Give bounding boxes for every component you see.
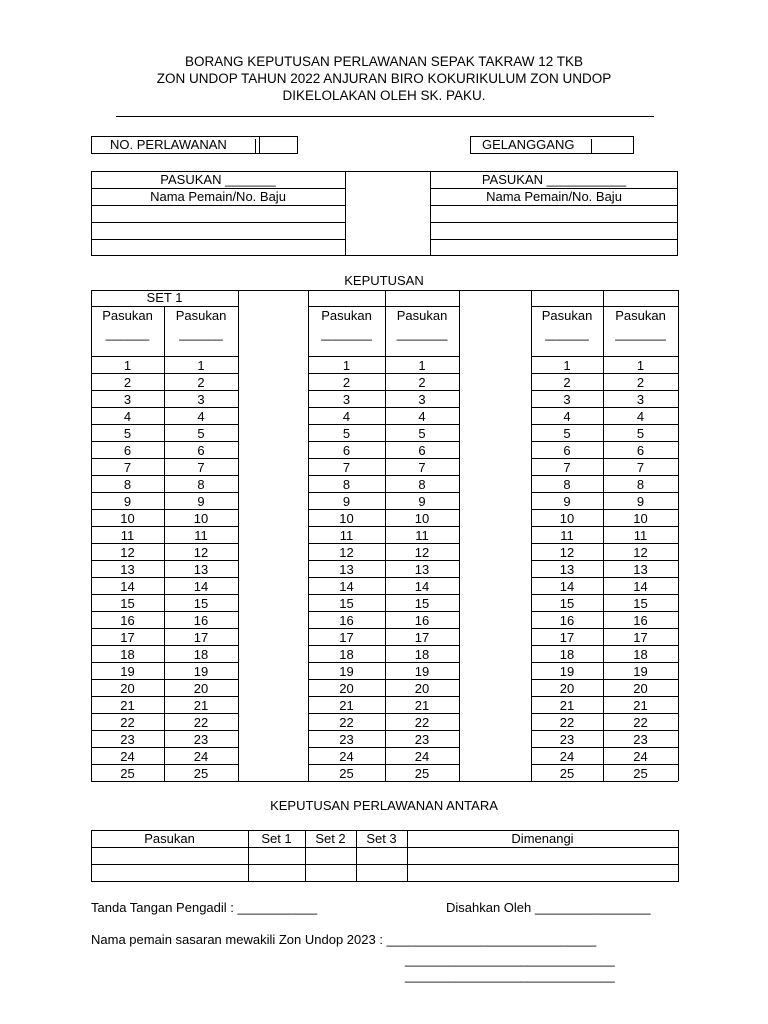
set-2-team-name-field[interactable]: _______ [321, 326, 372, 341]
set-1-point-cell[interactable]: 25 [120, 766, 135, 781]
set-2-team-name-field[interactable]: _______ [396, 326, 448, 341]
set-1-point-cell[interactable]: 18 [120, 647, 135, 662]
set-3-point-cell[interactable]: 19 [559, 664, 575, 679]
summary-cell[interactable] [249, 848, 305, 864]
set-2-point-cell[interactable]: 16 [414, 613, 430, 628]
set-1-point-cell[interactable]: 18 [193, 647, 209, 662]
players-field-2[interactable]: _____________________________ [405, 952, 615, 967]
set-1-point-cell[interactable]: 1 [197, 358, 205, 373]
set-1-point-cell[interactable]: 2 [123, 375, 132, 390]
set-3-point-cell[interactable]: 20 [633, 681, 648, 696]
summary-cell[interactable] [92, 848, 248, 864]
set-1-point-cell[interactable]: 16 [193, 613, 209, 628]
set-2-point-cell[interactable]: 20 [339, 681, 354, 696]
set-1-point-cell[interactable]: 1 [123, 358, 132, 373]
set-3-point-cell[interactable]: 9 [563, 494, 571, 509]
set-1-team-name-field[interactable]: ______ [105, 326, 150, 341]
set-1-team-header: Pasukan [102, 308, 153, 323]
set-1-point-cell[interactable]: 7 [123, 460, 132, 475]
set-1-point-cell[interactable]: 23 [120, 732, 135, 747]
approved-row [446, 900, 651, 915]
set-3-team-name-field[interactable]: _______ [615, 326, 666, 341]
set-1-point-cell[interactable]: 3 [123, 392, 132, 407]
set-3-point-cell[interactable]: 6 [563, 443, 571, 458]
set-1-point-cell[interactable]: 14 [120, 579, 135, 594]
set-3-point-cell[interactable]: 2 [563, 375, 571, 390]
set-2-point-cell[interactable]: 9 [342, 494, 351, 509]
set-2-point-cell[interactable]: 9 [418, 494, 426, 509]
set-2-point-cell[interactable]: 6 [418, 443, 426, 458]
set-2-point-cell[interactable]: 15 [414, 596, 430, 611]
set-1-point-cell[interactable]: 12 [193, 545, 209, 560]
set-3-team-name-field[interactable]: ______ [545, 326, 589, 341]
score-top-line [308, 290, 385, 291]
score-header-line [308, 306, 459, 307]
result-title: KEPUTUSAN [344, 273, 424, 288]
set-2-point-cell[interactable]: 21 [414, 698, 430, 713]
set-2-point-cell[interactable]: 4 [342, 409, 351, 424]
set-1-point-cell[interactable]: 15 [120, 596, 135, 611]
set-3-point-cell[interactable]: 16 [559, 613, 575, 628]
set-3-point-cell[interactable]: 21 [559, 698, 575, 713]
set-1-point-cell[interactable]: 11 [194, 528, 208, 543]
set-3-point-cell[interactable]: 4 [563, 409, 571, 424]
set-2-point-cell[interactable]: 14 [414, 579, 430, 594]
set-2-point-cell[interactable]: 25 [414, 766, 430, 781]
set-1-point-cell[interactable]: 21 [193, 698, 209, 713]
set-1-point-cell[interactable]: 20 [193, 681, 209, 696]
set-3-point-cell[interactable]: 8 [563, 477, 571, 492]
set-1-point-cell[interactable]: 23 [193, 732, 209, 747]
set-1-point-cell[interactable]: 5 [197, 426, 205, 441]
set-2-point-cell[interactable]: 5 [418, 426, 426, 441]
set-2-point-cell[interactable]: 13 [414, 562, 430, 577]
set-3-point-cell[interactable]: 3 [563, 392, 571, 407]
set-3-point-cell[interactable]: 4 [636, 409, 645, 424]
set-2-point-cell[interactable]: 2 [418, 375, 426, 390]
set-2-point-cell[interactable]: 1 [342, 358, 351, 373]
set-1-point-cell[interactable]: 22 [193, 715, 209, 730]
players-label: Nama pemain sasaran mewakili Zon Undop 2023 : [91, 932, 383, 947]
set-2-point-cell[interactable]: 23 [414, 732, 430, 747]
set-1-point-cell[interactable]: 13 [120, 562, 135, 577]
header-divider [116, 116, 654, 117]
set-2-point-cell[interactable]: 8 [342, 477, 351, 492]
set-3-point-cell[interactable]: 7 [563, 460, 571, 475]
set-2-point-cell[interactable]: 22 [339, 715, 354, 730]
set-2-point-cell[interactable]: 1 [418, 358, 426, 373]
players-field-3[interactable]: _____________________________ [405, 968, 615, 983]
set-2-point-cell[interactable]: 19 [339, 664, 354, 679]
players-field-1[interactable]: _____________________________ [386, 932, 597, 947]
set-3-point-cell[interactable]: 1 [636, 358, 645, 373]
set-1-point-cell[interactable]: 21 [120, 698, 135, 713]
set-2-point-cell[interactable]: 2 [342, 375, 351, 390]
set-2-point-cell[interactable]: 11 [339, 528, 354, 543]
set-2-point-cell[interactable]: 7 [342, 460, 351, 475]
referee-label: Tanda Tangan Pengadil : [91, 900, 234, 915]
set-2-point-cell[interactable]: 23 [339, 732, 354, 747]
summary-cell[interactable] [408, 848, 678, 864]
summary-row-line [91, 881, 679, 882]
set-3-point-cell[interactable]: 15 [633, 596, 648, 611]
set-2-point-cell[interactable]: 5 [342, 426, 351, 441]
set-3-point-cell[interactable]: 14 [559, 579, 575, 594]
set-1-point-cell[interactable]: 24 [120, 749, 135, 764]
set-3-point-cell[interactable]: 10 [633, 511, 648, 526]
summary-team-header: Pasukan [144, 831, 195, 846]
set-3-point-cell[interactable]: 15 [559, 596, 575, 611]
set-1-point-cell[interactable]: 10 [193, 511, 209, 526]
set-3-point-cell[interactable]: 7 [636, 460, 645, 475]
set-2-point-cell[interactable]: 12 [414, 545, 430, 560]
score-top-divider [603, 290, 604, 306]
set-2-point-cell[interactable]: 17 [339, 630, 354, 645]
set-1-point-cell[interactable]: 12 [120, 545, 135, 560]
set-1-point-cell[interactable]: 2 [197, 375, 205, 390]
set-3-point-cell[interactable]: 25 [559, 766, 575, 781]
set-1-point-cell[interactable]: 19 [193, 664, 209, 679]
set-3-point-cell[interactable]: 16 [633, 613, 648, 628]
set-2-point-cell[interactable]: 12 [339, 545, 354, 560]
roster-divider-left [345, 171, 346, 256]
score-top-line [603, 290, 678, 291]
set-1-point-cell[interactable]: 11 [120, 528, 135, 543]
set-3-point-cell[interactable]: 13 [633, 562, 648, 577]
court-box[interactable] [470, 136, 634, 154]
set-3-point-cell[interactable]: 18 [559, 647, 575, 662]
set-3-point-cell[interactable]: 5 [636, 426, 645, 441]
court-field[interactable] [591, 139, 592, 153]
set-2-point-cell[interactable]: 16 [339, 613, 354, 628]
summary-winner-header: Dimenangi [511, 831, 574, 846]
set-2-point-cell[interactable]: 24 [339, 749, 354, 764]
set-1-point-cell[interactable]: 19 [120, 664, 135, 679]
set-1-point-cell[interactable]: 9 [197, 494, 205, 509]
score-top-line [459, 290, 531, 291]
set-2-point-cell[interactable]: 15 [339, 596, 354, 611]
set-3-point-cell[interactable]: 21 [633, 698, 648, 713]
score-gap-bottom [459, 781, 531, 782]
set-3-point-cell[interactable]: 2 [636, 375, 645, 390]
score-top-divider [238, 290, 239, 306]
score-top-divider [531, 290, 532, 306]
set-2-point-cell[interactable]: 17 [414, 630, 430, 645]
set-3-point-cell[interactable]: 11 [633, 528, 648, 543]
set-2-point-cell[interactable]: 13 [339, 562, 354, 577]
score-top-divider [459, 290, 460, 306]
set-1-point-cell[interactable]: 4 [197, 409, 205, 424]
set-1-point-cell[interactable]: 9 [123, 494, 132, 509]
summary-col-line [678, 830, 679, 881]
set-3-point-cell[interactable]: 3 [636, 392, 645, 407]
set-2-team-header: Pasukan [396, 308, 448, 323]
set-3-point-cell[interactable]: 20 [559, 681, 575, 696]
form-title-line-3: DIKELOLAKAN OLEH SK. PAKU. [282, 88, 486, 103]
referee-signature-field[interactable]: ___________ [237, 900, 318, 915]
score-top-divider [385, 290, 386, 306]
set-2-point-cell[interactable]: 25 [339, 766, 354, 781]
set-2-point-cell[interactable]: 3 [342, 392, 351, 407]
set-3-point-cell[interactable]: 23 [633, 732, 648, 747]
set-1-point-cell[interactable]: 25 [193, 766, 209, 781]
right-team-title[interactable]: PASUKAN ___________ [481, 172, 627, 187]
set-3-team-header: Pasukan [541, 308, 593, 323]
summary-cell[interactable] [306, 865, 356, 881]
set-3-point-cell[interactable]: 13 [559, 562, 575, 577]
set-2-team-header: Pasukan [321, 308, 372, 323]
set-1-point-cell[interactable]: 15 [193, 596, 209, 611]
left-player-row[interactable] [92, 206, 344, 222]
set-3-col-line [678, 306, 679, 781]
score-top-divider [308, 290, 309, 306]
set-3-point-cell[interactable]: 12 [633, 545, 648, 560]
approved-field[interactable]: ________________ [534, 900, 651, 915]
court-divider [470, 137, 471, 153]
set-3-point-cell[interactable]: 6 [636, 443, 645, 458]
set-3-team-header: Pasukan [615, 308, 666, 323]
set-2-point-cell[interactable]: 10 [414, 511, 430, 526]
approved-label: Disahkan Oleh [446, 900, 532, 915]
set-3-point-cell[interactable]: 22 [559, 715, 575, 730]
set-1-point-cell[interactable]: 17 [120, 630, 135, 645]
set-1-team-name-field[interactable]: ______ [179, 326, 223, 341]
right-player-row[interactable] [431, 240, 677, 256]
score-gap-bottom [238, 781, 308, 782]
score-top-divider [678, 290, 679, 306]
set-2-col-line [459, 306, 460, 781]
set-3-point-cell[interactable]: 17 [633, 630, 648, 645]
set-1-point-cell[interactable]: 13 [193, 562, 209, 577]
match-number-divider [259, 137, 260, 153]
set-1-point-cell[interactable]: 7 [197, 460, 205, 475]
set-3-point-cell[interactable]: 11 [560, 528, 574, 543]
set-1-point-cell[interactable]: 16 [120, 613, 135, 628]
set-2-point-cell[interactable]: 21 [339, 698, 354, 713]
set-1-point-cell[interactable]: 14 [193, 579, 209, 594]
set-3-point-cell[interactable]: 10 [559, 511, 575, 526]
set-2-point-cell[interactable]: 10 [339, 511, 354, 526]
set-2-point-cell[interactable]: 19 [414, 664, 430, 679]
match-number-field[interactable] [255, 139, 256, 153]
left-team-title[interactable]: PASUKAN _______ [160, 172, 276, 187]
set-3-point-cell[interactable]: 14 [633, 579, 648, 594]
set-1-col-line [238, 306, 239, 781]
set-2-point-cell[interactable]: 7 [418, 460, 426, 475]
set-2-point-cell[interactable]: 20 [414, 681, 430, 696]
summary-cell[interactable] [357, 848, 407, 864]
form-title-line-1: BORANG KEPUTUSAN PERLAWANAN SEPAK TAKRAW 12 TKB [184, 54, 584, 69]
set-2-point-cell[interactable]: 18 [339, 647, 354, 662]
summary-cell[interactable] [92, 865, 248, 881]
set-3-point-cell[interactable]: 12 [559, 545, 575, 560]
form-title-line-2: ZON UNDOP TAHUN 2022 ANJURAN BIRO KOKURIKULUM ZON UNDOP [156, 71, 612, 86]
set-2-point-cell[interactable]: 4 [418, 409, 426, 424]
summary-title: KEPUTUSAN PERLAWANAN ANTARA [270, 798, 498, 813]
set-1-point-cell[interactable]: 24 [193, 749, 209, 764]
set-3-point-cell[interactable]: 24 [633, 749, 648, 764]
right-player-row[interactable] [431, 223, 677, 239]
set-3-point-cell[interactable]: 1 [563, 358, 571, 373]
set-3-point-cell[interactable]: 22 [633, 715, 648, 730]
summary-set-1-header: Set 1 [261, 831, 292, 846]
set-2-point-cell[interactable]: 18 [414, 647, 430, 662]
set-1-point-cell[interactable]: 8 [197, 477, 205, 492]
set-1-point-cell[interactable]: 8 [123, 477, 132, 492]
set-3-point-cell[interactable]: 24 [559, 749, 575, 764]
match-number-box[interactable] [91, 136, 298, 154]
summary-set-2-header: Set 2 [315, 831, 346, 846]
summary-set-3-header: Set 3 [366, 831, 397, 846]
set-3-point-cell[interactable]: 18 [633, 647, 648, 662]
set-1-point-cell[interactable]: 20 [120, 681, 135, 696]
set-1-point-cell[interactable]: 6 [197, 443, 205, 458]
set-1-point-cell[interactable]: 6 [123, 443, 132, 458]
set-1-point-cell[interactable]: 22 [120, 715, 135, 730]
set-2-point-cell[interactable]: 24 [414, 749, 430, 764]
set-2-point-cell[interactable]: 8 [418, 477, 426, 492]
set-2-point-cell[interactable]: 11 [415, 528, 429, 543]
set-3-point-cell[interactable]: 23 [559, 732, 575, 747]
score-top-line [238, 290, 308, 291]
score-top-line [385, 290, 459, 291]
set-2-point-cell[interactable]: 22 [414, 715, 430, 730]
right-player-header: Nama Pemain/No. Baju [486, 189, 622, 204]
set-2-point-cell[interactable]: 3 [418, 392, 426, 407]
referee-signature-row [91, 900, 317, 915]
players-row [91, 932, 596, 947]
set-3-point-cell[interactable]: 9 [636, 494, 645, 509]
set-3-point-cell[interactable]: 8 [636, 477, 645, 492]
set-3-point-cell[interactable]: 25 [633, 766, 648, 781]
score-top-line [531, 290, 603, 291]
set-1-point-cell[interactable]: 17 [193, 630, 209, 645]
set-3-point-cell[interactable]: 5 [563, 426, 571, 441]
summary-cell[interactable] [357, 865, 407, 881]
set-3-point-cell[interactable]: 17 [559, 630, 575, 645]
set-1-point-cell[interactable]: 10 [120, 511, 135, 526]
left-player-row[interactable] [92, 240, 344, 256]
left-player-row[interactable] [92, 223, 344, 239]
left-player-header: Nama Pemain/No. Baju [150, 189, 286, 204]
set-2-point-cell[interactable]: 14 [339, 579, 354, 594]
set-1-point-cell[interactable]: 3 [197, 392, 205, 407]
court-label: GELANGGANG [482, 137, 575, 152]
match-number-label: NO. PERLAWANAN [110, 137, 227, 152]
set-2-point-cell[interactable]: 6 [342, 443, 351, 458]
set-1-point-cell[interactable]: 5 [123, 426, 132, 441]
set-1-team-header: Pasukan [175, 308, 227, 323]
summary-cell[interactable] [249, 865, 305, 881]
summary-cell[interactable] [408, 865, 678, 881]
summary-cell[interactable] [306, 848, 356, 864]
set-1-point-cell[interactable]: 4 [123, 409, 132, 424]
set-3-point-cell[interactable]: 19 [633, 664, 648, 679]
score-header-line [531, 306, 678, 307]
right-player-row[interactable] [431, 206, 677, 222]
set-1-label: SET 1 [146, 290, 183, 305]
